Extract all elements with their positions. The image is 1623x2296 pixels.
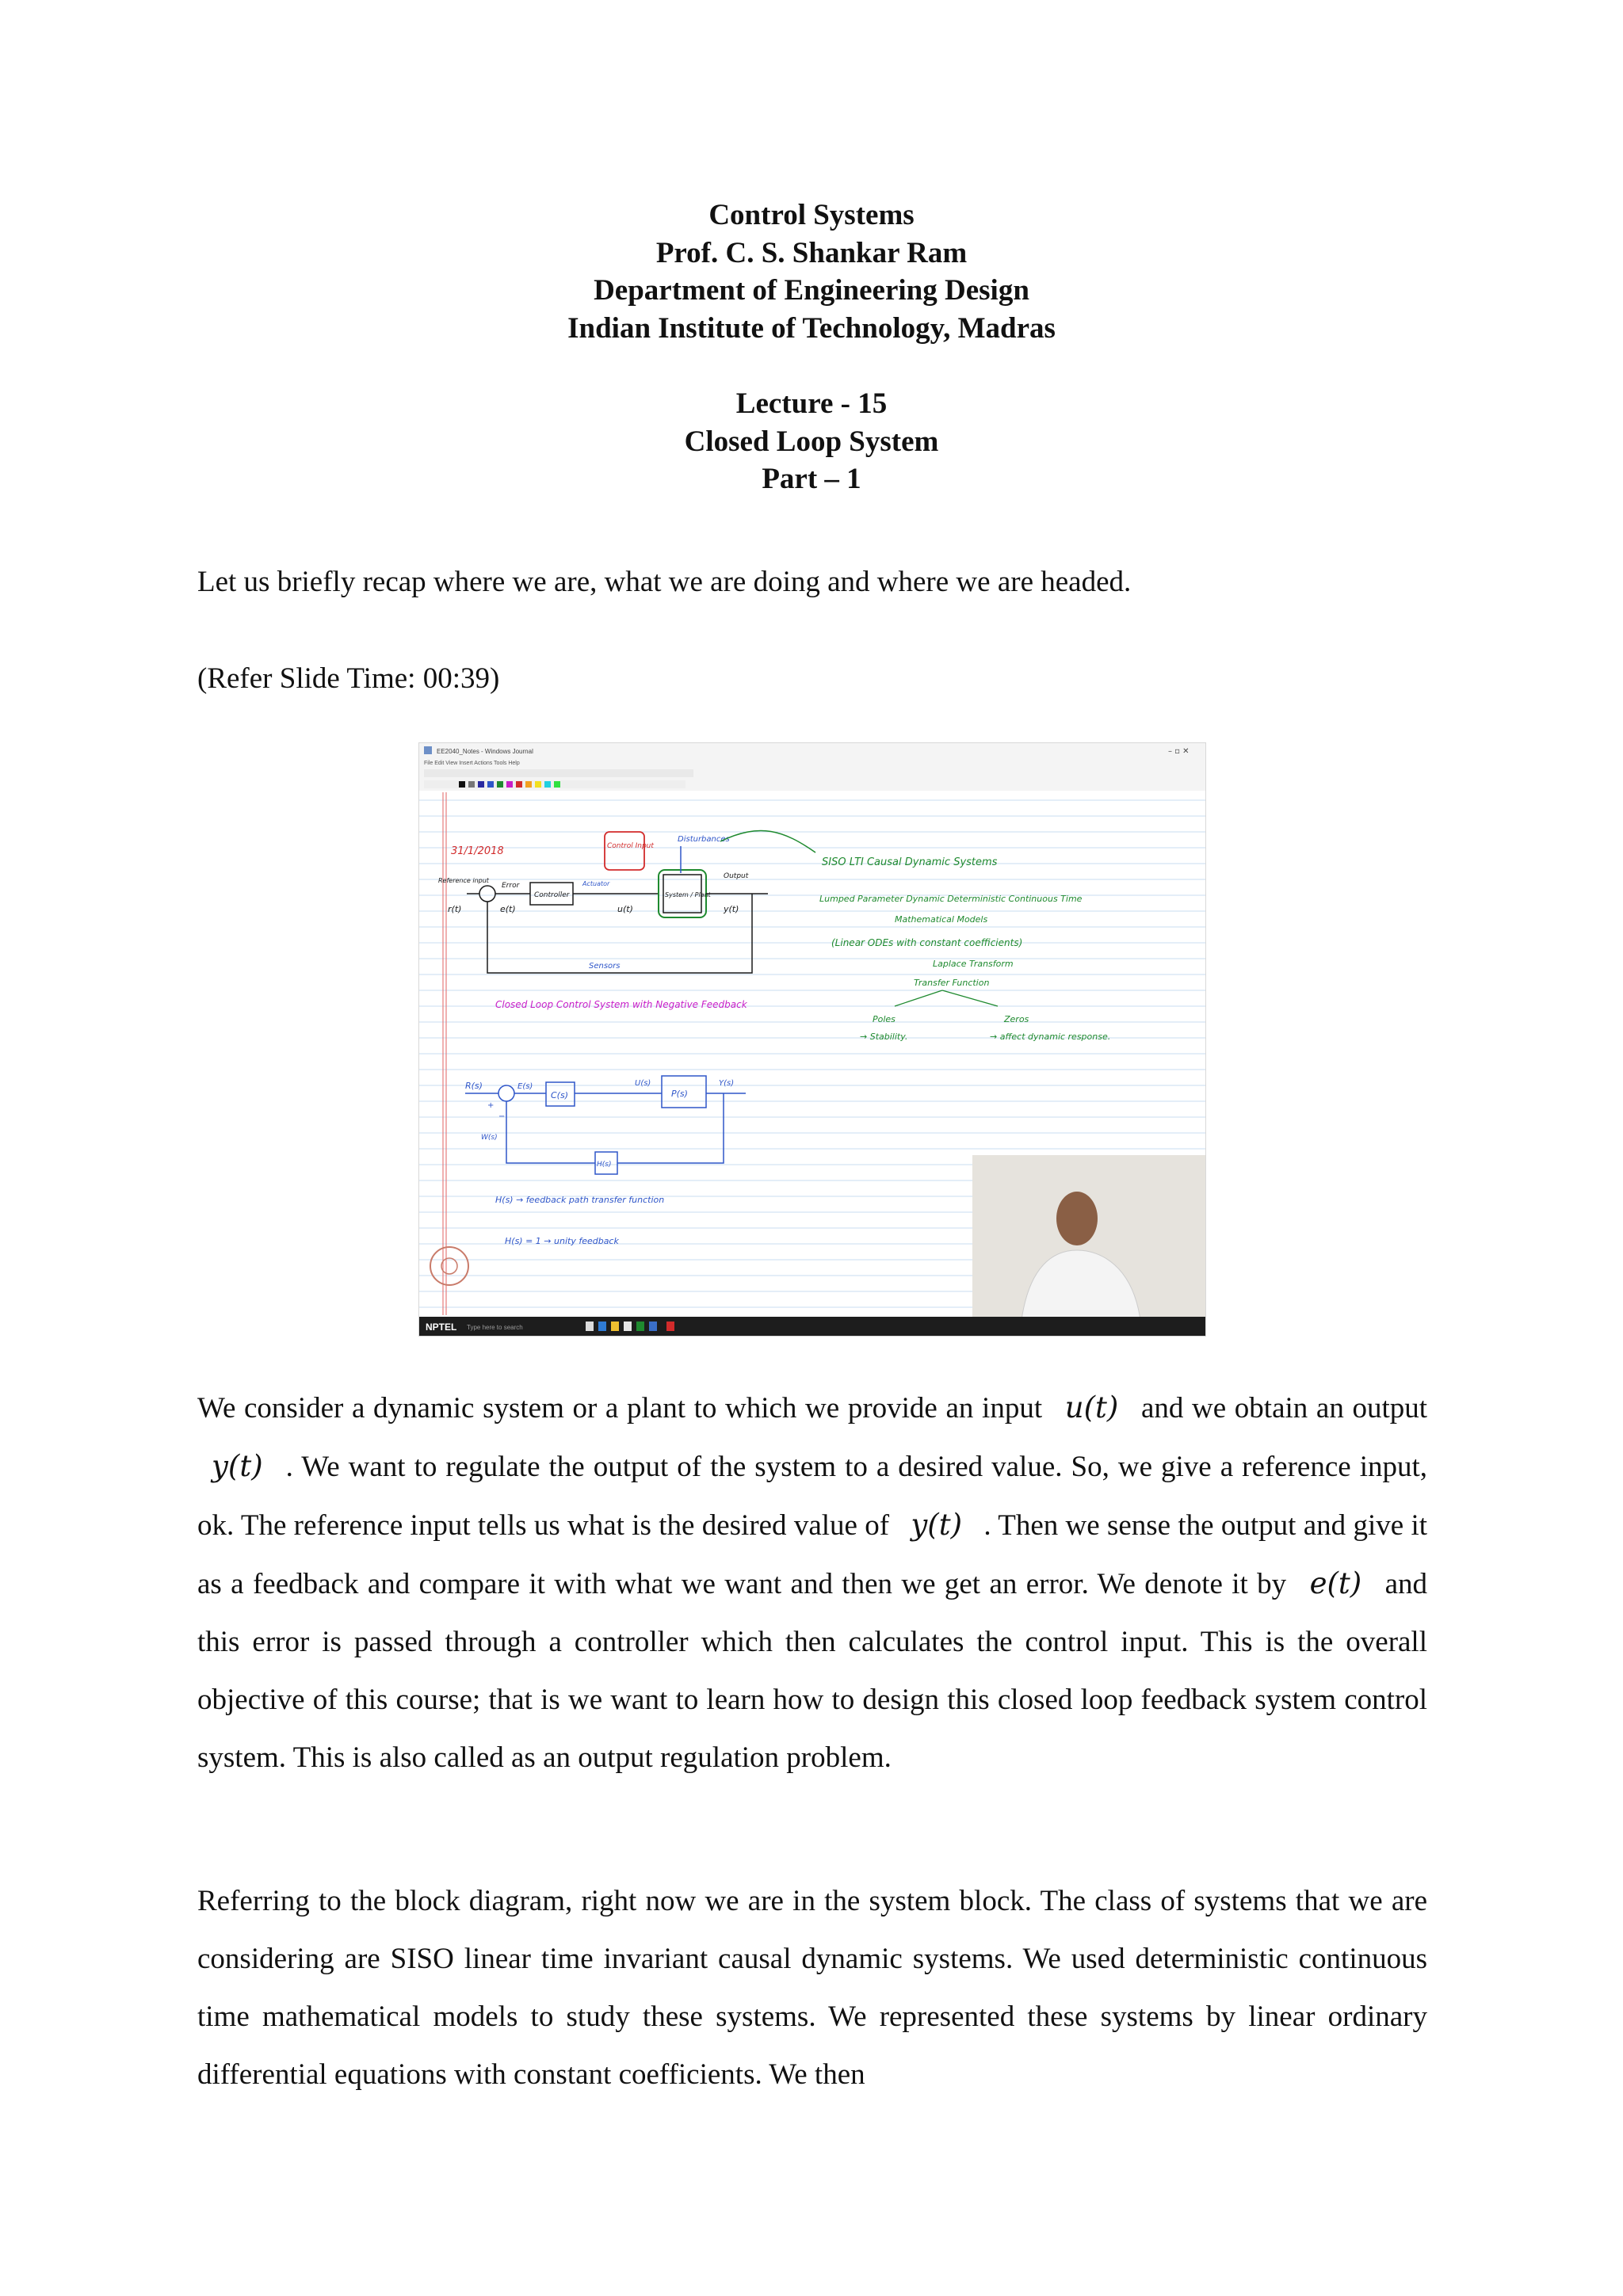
closed-loop-heading: Closed Loop Control System with Negative Feedback — [495, 999, 747, 1010]
blue-summing-junction — [498, 1085, 514, 1101]
course-title: Control Systems — [708, 199, 915, 231]
feedback-path-left — [506, 1101, 595, 1163]
stability-note: → Stability. — [860, 1032, 908, 1042]
date-note: 31/1/2018 — [451, 845, 504, 857]
department-name: Department of Engineering Design — [594, 274, 1029, 307]
color-swatch-gray[interactable] — [468, 781, 475, 788]
transfer-function-note: Transfer Function — [914, 978, 990, 988]
professor-name: Prof. C. S. Shankar Ram — [655, 236, 968, 269]
minus-sign: − — [498, 1112, 506, 1121]
color-swatch-yellow[interactable] — [535, 781, 541, 788]
color-swatch-black[interactable] — [459, 781, 465, 788]
p1-math-e: e(t) — [1309, 1566, 1362, 1600]
plant-label: System / Plant — [665, 891, 711, 898]
journal-icon[interactable] — [649, 1322, 657, 1331]
Y-label: Y(s) — [719, 1079, 735, 1088]
nptel-logo-icon — [430, 1247, 468, 1285]
window-controls-icon[interactable]: – ▫ ✕ — [1168, 747, 1190, 756]
actuator-label: Actuator — [582, 880, 610, 887]
lecture-part: Part – 1 — [762, 463, 861, 495]
unity-feedback-note: H(s) = 1 → unity feedback — [505, 1236, 619, 1246]
C-label: C(s) — [551, 1090, 568, 1100]
lecture-number: Lecture - 15 — [735, 387, 888, 420]
E-label: E(s) — [517, 1082, 533, 1091]
window-title: EE2040_Notes - Windows Journal — [437, 748, 533, 755]
poles-note: Poles — [873, 1014, 896, 1024]
zeros-note: Zeros — [1004, 1014, 1029, 1024]
toolbar-row-1[interactable] — [424, 769, 693, 777]
U-label: U(s) — [635, 1079, 651, 1088]
disturbances-label: Disturbances — [678, 835, 730, 844]
p1-text-3: . We want to regulate the output of the system to a desired value. So, we give a reference input, ok. The reference input tells us what is the desired value of — [197, 1451, 1428, 1542]
color-swatch-lime[interactable] — [554, 781, 560, 788]
intro-paragraph: Let us briefly recap where we are, what we are doing and where we are headed. — [197, 566, 1132, 598]
taskbar-search[interactable]: Type here to search — [467, 1324, 523, 1331]
color-swatch-red[interactable] — [516, 781, 522, 788]
lecture-title: Closed Loop System — [684, 425, 939, 458]
windows-taskbar — [419, 1317, 1205, 1336]
error-label: Error — [502, 882, 520, 890]
institute-name: Indian Institute of Technology, Madras — [567, 311, 1056, 345]
reference-input-label: Reference input — [438, 877, 489, 884]
R-label: R(s) — [465, 1081, 483, 1091]
p1-math-y: y(t) — [212, 1449, 263, 1483]
dynamic-response-note: → affect dynamic response. — [990, 1032, 1111, 1042]
r-signal-label: r(t) — [448, 904, 462, 914]
paragraph-1 — [197, 1379, 1427, 1787]
u-signal-label: u(t) — [617, 904, 633, 914]
feedback-path-right — [617, 1093, 724, 1163]
p1-text-2: and we obtain an output — [1140, 1392, 1428, 1425]
color-swatch-magenta[interactable] — [506, 781, 513, 788]
control-input-box — [605, 832, 644, 870]
p1-math-u: u(t) — [1064, 1390, 1119, 1425]
color-swatch-cyan[interactable] — [544, 781, 551, 788]
color-swatch-green[interactable] — [497, 781, 503, 788]
linear-odes-note: (Linear ODEs with constant coefficients) — [831, 937, 1023, 948]
file-explorer-icon[interactable] — [611, 1322, 619, 1331]
p1-text-4: . Then we sense the output and give it as a feedback and compare it with what we want and then we get an error. We denote it by — [197, 1509, 1428, 1600]
pdf-icon[interactable] — [666, 1322, 674, 1331]
laplace-note: Laplace Transform — [933, 959, 1014, 969]
P-label: P(s) — [671, 1089, 688, 1099]
task-view-icon[interactable] — [586, 1322, 594, 1331]
siso-note: SISO LTI Causal Dynamic Systems — [822, 856, 998, 868]
slide-screenshot — [418, 742, 1206, 1337]
sensors-label: Sensors — [589, 962, 621, 971]
nptel-watermark: NPTEL — [426, 1322, 457, 1333]
W-label: W(s) — [481, 1134, 498, 1142]
y-signal-label: y(t) — [724, 904, 739, 914]
plus-sign: + — [487, 1101, 495, 1110]
color-swatch-orange[interactable] — [525, 781, 532, 788]
siso-pointer-arrow — [720, 830, 815, 852]
journal-app-icon — [424, 746, 432, 754]
title-block — [0, 196, 1623, 347]
color-swatch-navy[interactable] — [478, 781, 484, 788]
p1-math-y2: y(t) — [911, 1508, 963, 1542]
p1-text-5: and this error is passed through a controller which then calculates the control input. This is the overall objective of this course; that is we want to learn how to design this closed loop feedback system control system. This is also called as an output regulation problem. — [197, 1568, 1428, 1774]
lecture-block — [0, 385, 1623, 498]
menu-bar[interactable]: File Edit View Insert Actions Tools Help — [424, 761, 520, 766]
e-signal-label: e(t) — [500, 904, 516, 914]
feedback-path-note: H(s) → feedback path transfer function — [495, 1195, 665, 1205]
color-swatch-blue[interactable] — [487, 781, 494, 788]
H-label: H(s) — [597, 1161, 612, 1169]
controller-label: Controller — [534, 891, 570, 899]
paragraph-2: Referring to the block diagram, right now we are in the system block. The class of systems that we are considering are SISO linear time invariant causal dynamic systems. We used deterministic continuous time mathematical models to study these systems. We represented these systems by linear ordinary differential equations with constant coefficients. We then — [197, 1885, 1427, 2091]
output-label: Output — [724, 872, 749, 880]
store-icon[interactable] — [624, 1322, 632, 1331]
poles-zeros-arrows — [895, 990, 998, 1006]
edge-browser-icon[interactable] — [598, 1322, 606, 1331]
p1-text-1: We consider a dynamic system or a plant to which we provide an input — [197, 1392, 1043, 1425]
excel-icon[interactable] — [636, 1322, 644, 1331]
summing-junction — [479, 886, 495, 902]
slide-svg — [419, 743, 1205, 1336]
math-models-note: Mathematical Models — [895, 914, 988, 925]
nptel-logo-inner — [441, 1258, 457, 1274]
lumped-note: Lumped Parameter Dynamic Deterministic Continuous Time — [819, 894, 1083, 904]
control-input-label: Control Input — [607, 842, 654, 850]
refer-slide-time: (Refer Slide Time: 00:39) — [197, 662, 500, 695]
lecturer-head — [1056, 1192, 1098, 1245]
